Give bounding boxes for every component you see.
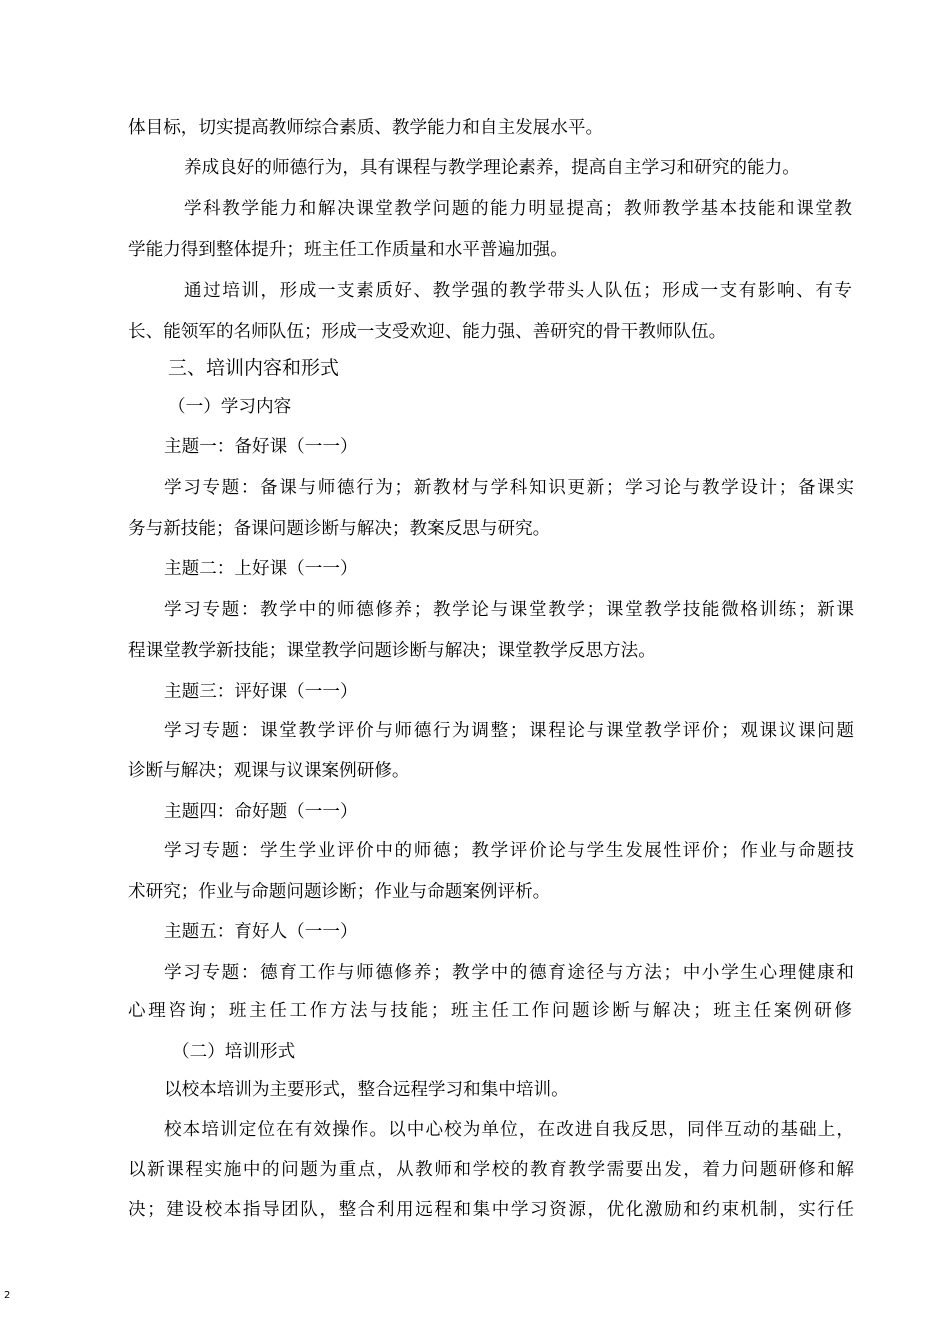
text-line: 学习专题：德育工作与师德修养；教学中的德育途径与方法；中小学生心理健康和 bbox=[164, 963, 854, 983]
text-line: 学习专题：学生学业评价中的师德；教学评价论与学生发展性评价；作业与命题技 bbox=[164, 841, 854, 861]
text-line: 校本培训定位在有效操作。以中心校为单位，在改进自我反思，同伴互动的基础上， bbox=[164, 1120, 854, 1140]
text-line: 术研究；作业与命题问题诊断；作业与命题案例评析。 bbox=[128, 882, 551, 902]
text-line: 长、能领军的名师队伍；形成一支受欢迎、能力强、善研究的骨干教师队伍。 bbox=[128, 322, 727, 342]
subsection-heading: （二）培训形式 bbox=[172, 1042, 296, 1062]
text-line: 学能力得到整体提升；班主任工作质量和水平普遍加强。 bbox=[128, 240, 568, 260]
text-line: 学习专题：课堂教学评价与师德行为调整；课程论与课堂教学评价；观课议课问题 bbox=[164, 721, 854, 741]
text-line: 心理咨询；班主任工作方法与技能；班主任工作问题诊断与解决；班主任案例研修 bbox=[128, 1001, 852, 1021]
section-heading: 三、培训内容和形式 bbox=[168, 357, 340, 379]
text-line: 务与新技能；备课问题诊断与解决；教案反思与研究。 bbox=[128, 519, 551, 539]
text-line: 学习专题：教学中的师德修养；教学论与课堂教学；课堂教学技能微格训练；新课 bbox=[164, 600, 854, 620]
text-line: 学习专题：备课与师德行为；新教材与学科知识更新；学习论与教学设计；备课实 bbox=[164, 478, 854, 498]
text-line: 决；建设校本指导团队，整合利用远程和集中学习资源，优化激励和约束机制，实行任 bbox=[128, 1200, 854, 1220]
page-number: 2 bbox=[4, 1290, 11, 1301]
theme-title: 主题二：上好课（一一） bbox=[164, 559, 358, 579]
theme-title: 主题三：评好课（一一） bbox=[164, 682, 358, 702]
text-line: 以校本培训为主要形式，整合远程学习和集中培训。 bbox=[164, 1080, 569, 1100]
text-line: 体目标，切实提高教师综合素质、教学能力和自主发展水平。 bbox=[128, 118, 604, 138]
text-line: 程课堂教学新技能；课堂教学问题诊断与解决；课堂教学反思方法。 bbox=[128, 641, 656, 661]
theme-title: 主题五：育好人（一一） bbox=[164, 922, 358, 942]
text-line: 以新课程实施中的问题为重点，从教师和学校的教育教学需要出发，着力问题研修和解 bbox=[128, 1160, 854, 1180]
text-line: 养成良好的师德行为，具有课程与教学理论素养，提高自主学习和研究的能力。 bbox=[184, 158, 800, 178]
theme-title: 主题四：命好题（一一） bbox=[164, 802, 358, 822]
text-line: 诊断与解决；观课与议课案例研修。 bbox=[128, 761, 410, 781]
theme-title: 主题一：备好课（一一） bbox=[164, 437, 358, 457]
subsection-heading: （一）学习内容 bbox=[168, 397, 292, 417]
text-line: 学科教学能力和解决课堂教学问题的能力明显提高；教师教学基本技能和课堂教 bbox=[184, 199, 852, 219]
text-line: 通过培训，形成一支素质好、教学强的教学带头人队伍；形成一支有影响、有专 bbox=[184, 281, 852, 301]
